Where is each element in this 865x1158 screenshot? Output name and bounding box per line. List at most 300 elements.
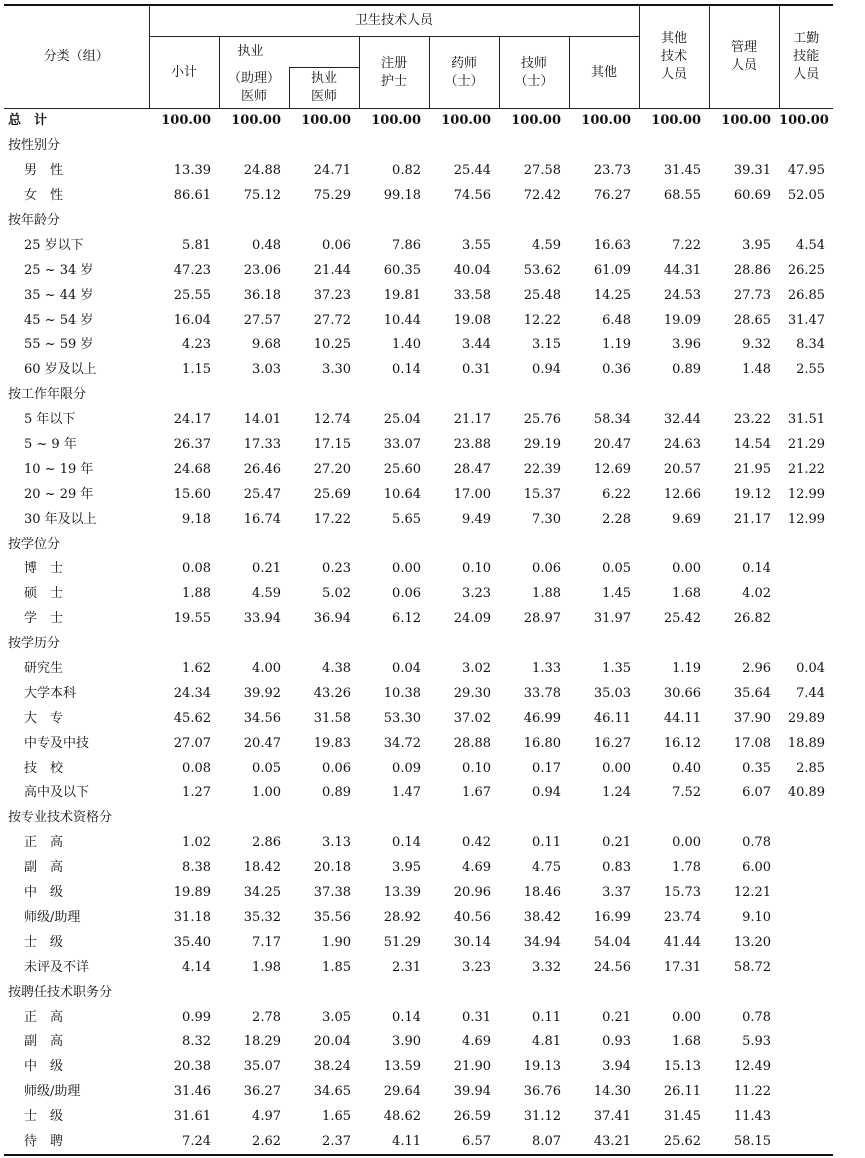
cell-value: 76.27 [593, 188, 632, 204]
cell-value: 40.04 [453, 262, 491, 278]
cell-value: 34.56 [243, 710, 281, 726]
cell-value: 1.65 [322, 1109, 351, 1125]
table-row [4, 1105, 833, 1130]
cell-value: 39.31 [733, 163, 772, 179]
section-row [4, 980, 833, 1005]
section-row [4, 632, 833, 657]
cell-value [779, 383, 833, 408]
cell-value [289, 209, 359, 234]
cell-value: 40.89 [787, 785, 826, 801]
cell-value [709, 209, 779, 234]
cell-value [149, 209, 219, 234]
cell-value [569, 134, 639, 159]
cell-value [219, 134, 289, 159]
cell-value: 34.72 [383, 735, 421, 751]
header-worker-line3: 人员 [793, 67, 820, 82]
cell-value: 10.38 [383, 685, 421, 701]
cell-value: 0.42 [462, 835, 491, 851]
cell-value: 2.55 [796, 362, 826, 378]
cell-value: 1.88 [532, 586, 561, 602]
cell-value: 4.69 [462, 860, 491, 876]
section-row [4, 209, 833, 234]
cell-value: 12.21 [733, 885, 772, 901]
cell-value [359, 532, 429, 557]
row-label: 研究生 [24, 661, 64, 677]
table-row [4, 1130, 833, 1156]
table-row [4, 681, 833, 706]
cell-value [289, 383, 359, 408]
table-row [4, 856, 833, 881]
cell-value: 0.05 [602, 561, 632, 577]
header-pharm-line2: （士） [444, 73, 484, 89]
row-label: 35 ~ 44 岁 [24, 287, 94, 303]
cell-value: 45.62 [173, 710, 211, 726]
cell-value [639, 209, 709, 234]
cell-value [359, 806, 429, 831]
header-practicing-asst-doctor [219, 37, 359, 68]
cell-value: 14.25 [593, 287, 632, 303]
cell-value: 7.24 [149, 1130, 219, 1156]
row-label: 男 性 [24, 163, 64, 179]
cell-value: 0.10 [462, 760, 491, 776]
cell-value: 31.46 [173, 1084, 211, 1100]
cell-value [709, 134, 779, 159]
cell-value: 26.59 [453, 1109, 491, 1125]
header-practicing-asst-doctor-lower [219, 68, 289, 109]
table-row [4, 1080, 833, 1105]
cell-value: 3.90 [392, 1034, 421, 1050]
header-worker-line1: 工勤 [793, 31, 820, 46]
header-other-tech-line1: 其他 [661, 31, 688, 46]
cell-value: 2.86 [252, 835, 281, 851]
cell-value: 31.45 [663, 1109, 702, 1125]
cell-value: 1.00 [252, 785, 281, 801]
cell-value: 0.14 [742, 561, 772, 577]
cell-value: 15.37 [523, 486, 561, 502]
cell-value: 43.21 [569, 1130, 639, 1156]
cell-value [639, 383, 709, 408]
cell-value: 58.34 [593, 412, 632, 428]
cell-value [219, 806, 289, 831]
cell-value: 6.22 [602, 486, 632, 502]
cell-value: 0.05 [252, 760, 281, 776]
cell-value: 1.62 [182, 661, 211, 677]
cell-value [569, 532, 639, 557]
cell-value: 60.35 [383, 262, 421, 278]
cell-value: 40.56 [453, 909, 491, 925]
cell-value: 31.45 [663, 163, 702, 179]
cell-value [639, 134, 709, 159]
header-management-line2: 人员 [731, 58, 758, 73]
cell-value: 100.00 [429, 109, 499, 134]
cell-value: 12.66 [663, 486, 702, 502]
cell-value: 0.14 [392, 835, 421, 851]
header-other: 其他 [569, 37, 639, 109]
cell-value: 2.85 [796, 760, 826, 776]
cell-value: 20.38 [173, 1059, 211, 1075]
cell-value [569, 980, 639, 1005]
cell-value: 34.25 [243, 885, 281, 901]
cell-value: 0.00 [672, 561, 702, 577]
cell-value: 19.89 [173, 885, 211, 901]
cell-value: 23.74 [663, 909, 702, 925]
cell-value: 1.24 [602, 785, 632, 801]
row-label: 高中及以下 [24, 785, 90, 801]
cell-value: 9.68 [252, 337, 281, 353]
cell-value [149, 980, 219, 1005]
cell-value: 1.27 [182, 785, 211, 801]
cell-value: 4.14 [182, 959, 211, 975]
cell-value: 100.00 [149, 109, 219, 134]
cell-value: 16.04 [173, 312, 211, 328]
cell-value [499, 532, 569, 557]
cell-value: 22.39 [523, 461, 561, 477]
cell-value: 99.18 [383, 188, 421, 204]
cell-value [779, 632, 833, 657]
cell-value [359, 209, 429, 234]
cell-value: 11.22 [733, 1084, 772, 1100]
cell-value: 11.43 [733, 1109, 772, 1125]
cell-value: 3.44 [462, 337, 491, 353]
cell-value: 30.66 [663, 685, 702, 701]
table-row [4, 557, 833, 582]
cell-value: 33.58 [453, 287, 491, 303]
cell-value: 4.02 [742, 586, 772, 602]
table-row [4, 706, 833, 731]
row-label: 55 ~ 59 岁 [24, 337, 94, 353]
cell-value: 35.07 [243, 1059, 281, 1075]
cell-value: 16.27 [593, 735, 632, 751]
cell-value: 6.07 [742, 785, 772, 801]
cell-value: 24.71 [313, 163, 351, 179]
cell-value: 0.36 [602, 362, 632, 378]
cell-value: 48.62 [383, 1109, 421, 1125]
cell-value: 100.00 [359, 109, 429, 134]
cell-value: 1.68 [672, 1034, 702, 1050]
total-row [4, 109, 833, 134]
cell-value: 28.88 [453, 735, 491, 751]
cell-value: 39.92 [243, 685, 281, 701]
cell-value: 3.30 [322, 362, 351, 378]
row-label: 副 高 [24, 1034, 64, 1050]
cell-value: 14.01 [243, 412, 281, 428]
cell-value: 3.55 [462, 237, 491, 253]
cell-value: 24.63 [663, 437, 702, 453]
cell-value [569, 209, 639, 234]
cell-value: 2.96 [742, 661, 772, 677]
cell-value: 0.08 [182, 760, 211, 776]
cell-value: 20.18 [313, 860, 351, 876]
header-worker-line2: 技能 [793, 49, 820, 64]
cell-value: 2.28 [602, 511, 632, 527]
cell-value [499, 806, 569, 831]
cell-value [779, 532, 833, 557]
cell-value: 1.33 [532, 661, 561, 677]
table-row [4, 582, 833, 607]
cell-value: 3.13 [322, 835, 351, 851]
cell-value: 21.95 [733, 461, 772, 477]
row-label: 20 ~ 29 年 [24, 486, 94, 502]
cell-value: 4.11 [359, 1130, 429, 1156]
cell-value: 17.22 [313, 511, 351, 527]
cell-value: 31.18 [173, 909, 211, 925]
cell-value: 21.17 [733, 511, 772, 527]
table-row [4, 433, 833, 458]
statistics-table [4, 4, 833, 1156]
cell-value: 0.21 [252, 561, 281, 577]
cell-value: 35.56 [313, 909, 351, 925]
cell-value [429, 980, 499, 1005]
table-body [4, 109, 833, 1156]
table-row [4, 358, 833, 383]
cell-value [289, 806, 359, 831]
cell-value [779, 930, 833, 955]
cell-value: 31.58 [313, 710, 351, 726]
cell-value: 25.42 [663, 611, 702, 627]
row-label: 技 校 [24, 760, 64, 776]
cell-value [569, 383, 639, 408]
section-row [4, 383, 833, 408]
table-row [4, 930, 833, 955]
cell-value: 3.96 [672, 337, 702, 353]
cell-value: 5.02 [322, 586, 351, 602]
table-row [4, 781, 833, 806]
cell-value: 4.75 [532, 860, 561, 876]
header-subtotal: 小计 [149, 37, 219, 109]
cell-value: 43.26 [313, 685, 351, 701]
row-label: 60 岁及以上 [24, 362, 97, 378]
cell-value [779, 582, 833, 607]
cell-value: 53.30 [383, 710, 421, 726]
cell-value: 27.58 [523, 163, 561, 179]
cell-value: 25.47 [243, 486, 281, 502]
header-pharm-line1: 药师 [450, 55, 477, 71]
cell-value [639, 806, 709, 831]
cell-value: 27.57 [243, 312, 281, 328]
cell-value: 3.23 [462, 959, 491, 975]
cell-value [499, 209, 569, 234]
cell-value: 58.72 [733, 959, 772, 975]
cell-value: 35.64 [733, 685, 772, 701]
header-tech-line1: 技师 [520, 55, 547, 71]
cell-value: 0.31 [462, 362, 491, 378]
cell-value: 20.96 [453, 885, 491, 901]
cell-value: 18.29 [243, 1034, 281, 1050]
section-row [4, 532, 833, 557]
cell-value [779, 1130, 833, 1156]
row-label: 总 计 [4, 109, 149, 134]
cell-value [149, 134, 219, 159]
cell-value: 19.13 [523, 1059, 561, 1075]
cell-value: 28.97 [523, 611, 561, 627]
cell-value: 38.42 [523, 909, 561, 925]
cell-value: 100.00 [779, 109, 833, 134]
row-label: 按性别分 [8, 138, 61, 154]
cell-value: 36.27 [243, 1084, 281, 1100]
cell-value: 26.11 [663, 1084, 702, 1100]
cell-value: 74.56 [453, 188, 491, 204]
cell-value [149, 632, 219, 657]
cell-value: 20.57 [663, 461, 702, 477]
section-row [4, 134, 833, 159]
cell-value: 13.20 [733, 934, 772, 950]
cell-value: 27.07 [173, 735, 211, 751]
cell-value: 0.23 [322, 561, 351, 577]
cell-value [639, 532, 709, 557]
header-practicing-doctor [289, 68, 359, 109]
cell-value: 12.99 [787, 511, 826, 527]
cell-value: 1.85 [322, 959, 351, 975]
cell-value: 3.37 [602, 885, 632, 901]
cell-value: 4.59 [532, 237, 561, 253]
table-row [4, 482, 833, 507]
cell-value: 15.13 [663, 1059, 702, 1075]
cell-value [289, 532, 359, 557]
cell-value: 24.17 [173, 412, 211, 428]
cell-value [709, 632, 779, 657]
cell-value: 31.47 [787, 312, 826, 328]
cell-value: 28.47 [453, 461, 491, 477]
header-registered-nurse [359, 37, 429, 109]
cell-value: 19.08 [453, 312, 491, 328]
cell-value: 10.25 [313, 337, 351, 353]
header-rn-line1: 注册 [380, 55, 407, 71]
cell-value [149, 806, 219, 831]
cell-value: 44.11 [663, 710, 702, 726]
cell-value [779, 134, 833, 159]
cell-value [569, 632, 639, 657]
cell-value: 1.02 [182, 835, 211, 851]
row-label: 按年龄分 [8, 213, 61, 228]
cell-value: 33.07 [383, 437, 421, 453]
row-label: 按专业技术资格分 [8, 810, 113, 826]
cell-value: 7.17 [252, 934, 281, 950]
section-row [4, 806, 833, 831]
cell-value: 7.86 [392, 237, 421, 253]
cell-value: 29.89 [787, 710, 826, 726]
cell-value: 27.73 [733, 287, 772, 303]
cell-value: 12.99 [787, 486, 826, 502]
header-health-tech: 卫生技术人员 [149, 5, 639, 37]
cell-value: 5.93 [742, 1034, 772, 1050]
header-pd-line1: 执业 [310, 71, 337, 86]
row-label: 大学本科 [24, 685, 77, 701]
cell-value [779, 980, 833, 1005]
cell-value: 16.63 [593, 237, 632, 253]
cell-value: 4.23 [182, 337, 211, 353]
cell-value [709, 980, 779, 1005]
table-row [4, 1005, 833, 1030]
cell-value: 7.30 [532, 511, 561, 527]
cell-value: 27.72 [313, 312, 351, 328]
header-management-line1: 管理 [731, 40, 758, 55]
row-label: 硕 士 [24, 586, 64, 602]
cell-value: 33.94 [243, 611, 281, 627]
row-label: 5 年以下 [24, 412, 76, 428]
cell-value: 15.73 [663, 885, 702, 901]
cell-value: 9.32 [742, 337, 772, 353]
table-row [4, 831, 833, 856]
cell-value: 2.78 [252, 1009, 281, 1025]
cell-value: 24.56 [593, 959, 632, 975]
cell-value [709, 532, 779, 557]
cell-value: 25.62 [639, 1130, 709, 1156]
cell-value: 19.83 [313, 735, 351, 751]
cell-value: 17.31 [663, 959, 702, 975]
cell-value: 7.44 [796, 685, 826, 701]
cell-value: 36.76 [523, 1084, 561, 1100]
row-label: 师级/助理 [24, 909, 81, 925]
cell-value: 19.55 [173, 611, 211, 627]
cell-value: 0.00 [672, 835, 702, 851]
cell-value: 23.88 [453, 437, 491, 453]
table-row [4, 1030, 833, 1055]
cell-value: 8.32 [182, 1034, 211, 1050]
cell-value: 4.38 [322, 661, 351, 677]
cell-value [429, 209, 499, 234]
cell-value: 21.22 [787, 461, 826, 477]
cell-value: 0.40 [672, 760, 702, 776]
cell-value: 20.47 [593, 437, 632, 453]
cell-value [779, 1080, 833, 1105]
cell-value [779, 1030, 833, 1055]
cell-value: 9.18 [182, 511, 211, 527]
cell-value: 23.73 [593, 163, 632, 179]
cell-value: 16.80 [523, 735, 561, 751]
cell-value [219, 980, 289, 1005]
cell-value: 9.10 [742, 909, 772, 925]
row-label: 按学历分 [8, 636, 61, 652]
cell-value: 34.94 [523, 934, 561, 950]
cell-value: 36.18 [243, 287, 281, 303]
cell-value: 100.00 [499, 109, 569, 134]
cell-value: 75.29 [313, 188, 351, 204]
cell-value: 47.23 [173, 262, 211, 278]
cell-value [779, 856, 833, 881]
cell-value [289, 134, 359, 159]
row-label: 25 ~ 34 岁 [24, 262, 94, 278]
cell-value: 6.12 [392, 611, 421, 627]
cell-value: 52.05 [787, 188, 826, 204]
cell-value: 58.15 [709, 1130, 779, 1156]
cell-value: 35.03 [593, 685, 632, 701]
table-row [4, 906, 833, 931]
cell-value: 3.23 [462, 586, 491, 602]
cell-value: 31.12 [523, 1109, 561, 1125]
header-pad-line1: 执业 [237, 44, 264, 59]
cell-value: 19.09 [663, 312, 702, 328]
cell-value: 0.99 [182, 1009, 211, 1025]
cell-value: 4.81 [532, 1034, 561, 1050]
cell-value [499, 383, 569, 408]
cell-value: 25.76 [523, 412, 561, 428]
cell-value: 25.04 [383, 412, 421, 428]
cell-value: 0.00 [392, 561, 421, 577]
cell-value: 13.59 [383, 1059, 421, 1075]
cell-value: 1.40 [392, 337, 421, 353]
cell-value: 0.89 [672, 362, 702, 378]
cell-value [359, 383, 429, 408]
cell-value: 25.60 [383, 461, 421, 477]
cell-value: 25.48 [523, 287, 561, 303]
cell-value: 100.00 [709, 109, 779, 134]
cell-value: 0.14 [392, 362, 421, 378]
cell-value: 0.31 [462, 1009, 491, 1025]
cell-value: 0.94 [532, 785, 561, 801]
cell-value: 21.44 [313, 262, 351, 278]
cell-value: 28.86 [733, 262, 772, 278]
cell-value [779, 806, 833, 831]
